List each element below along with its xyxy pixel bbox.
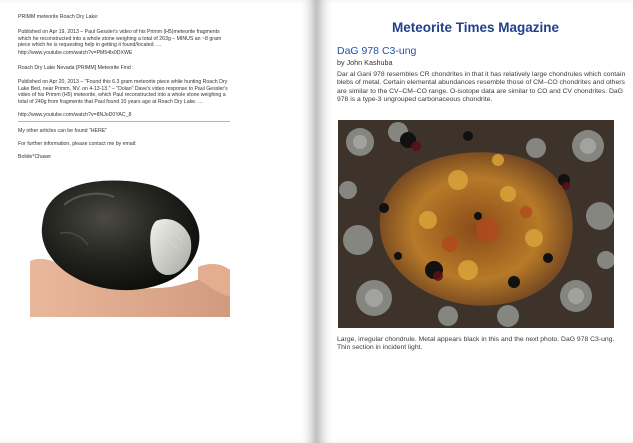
item1-heading: PRIMM meteorite Roach Dry Lake: xyxy=(18,14,99,20)
item2-heading: Roach Dry Lake Nevada [PRIMM] Meteorite Find : xyxy=(18,65,134,71)
intro-text: Dar al Gani 978 resembles CR chondrites in that it has relatively large chondrules which contain blebs of metal. Certain elemental abundances resemble those of CM–CO chondrites and others are similar to the CV–CM–CO range. O-isotope data are similar to CO and CV chondrites. DaG 978 is a type-3 ungrouped carbonaceous chondrite. xyxy=(337,71,626,104)
byline: by John Kashuba xyxy=(337,58,393,67)
contact-text: For further information, please contact me by email: xyxy=(18,141,137,147)
item1-body: Published on Apr 19, 2013 – Paul Gessler's video of his Primm (H5)meteorite fragments which he reconstructed into a whole stone weighing a total of 263g – MINUS an ~8 gram piece which he is requesting help in getting it found/located. … xyxy=(18,29,222,49)
photo-caption: Large, irregular chondrule. Metal appears black in this and the next photo. DaG 978 C3-ung. Thin section in incident light. xyxy=(337,336,615,352)
divider xyxy=(18,121,230,122)
right-page xyxy=(318,0,633,443)
item2-link[interactable]: http://www.youtube.com/watch?v=8NJoD0YAC_8 xyxy=(18,112,132,118)
meteorite-photo xyxy=(30,175,230,317)
item1-link[interactable]: http://www.youtube.com/watch?v=PM54lx0DXWE xyxy=(18,50,133,56)
author-email-link[interactable]: Bolide*Chaser xyxy=(18,154,52,160)
other-articles-link[interactable]: My other articles can be found "HERE" xyxy=(18,128,108,134)
item2-body: Published on Apr 20, 2013 – "Found this 6.3 gram meteorite piece while hunting Roach Dry Lake Bed, near Primm, NV. on 4-13-13." – "Dolan" Dave's video response to Paul Gessler's video of his Primm (H5) meteorite, which Paul reconstructed into a whole stone weighing a total of 240g from fragments that Paul found 10 years ago at Roach Dry Lake. … xyxy=(18,79,228,105)
magazine-title: Meteorite Times Magazine xyxy=(391,20,560,35)
thin-section-photo xyxy=(338,120,614,328)
article-title: DaG 978 C3-ung xyxy=(337,45,417,57)
left-page xyxy=(0,0,315,443)
